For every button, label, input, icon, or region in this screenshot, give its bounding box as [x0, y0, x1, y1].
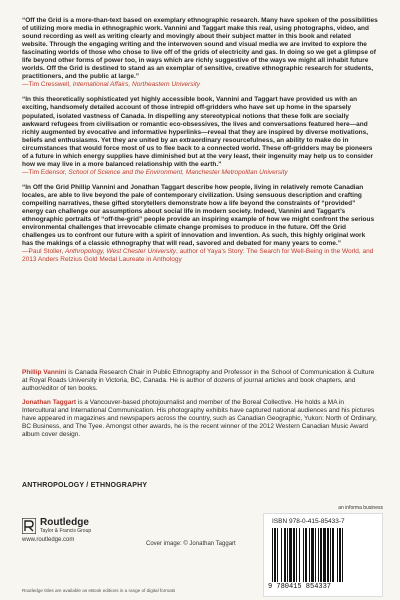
quote-attribution: [22, 169, 378, 177]
barcode: [263, 513, 383, 597]
subject-category: ANTHROPOLOGY / ETHNOGRAPHY: [22, 482, 148, 489]
ebook-note: Routledge titles are available as eBook editions in a range of digital formats: [22, 588, 176, 593]
attribution-name: —Tim Edensor,: [22, 168, 69, 176]
routledge-logo-icon: [22, 518, 36, 534]
endorsements: [22, 17, 378, 271]
endorsement-2: [22, 96, 378, 176]
quote-text: “In this theoretically sophisticated yet highly accessible book, Vannini and Taggart have provided us with an exciting, handsomely detailed account of those intrepid off-gridders who have set up home in the sparsely populated, isolated vastness of Canada. In dispelling any stereotypical notions that these folk are socially awkward refugees from civilisation or romantic eco-obsessives, the lives and conversations featured here—and richly augmented by evocative and informative hyperlinks—reveal that they are inspired by diverse motivations, beliefs and enthusiasms. Yet they are united by an extraordinary resourcefulness, an ability to make do in circumstances that would force most of us to flee back to a connected world. These off-gridders may be pioneers of a future in which energy supplies have diminished but at the very least, their ingenuity may help us to consider how we may live in a more balanced relationship with the earth.”: [22, 96, 374, 168]
quote-text: “Off the Grid is a more-than-text based on exemplary ethnographic research. Many have spoken of the possibilities of utilizing more media in ethnographic work. Vannini and Taggart make this real, using photographs, video, and sound recording as well as writing clearly and movingly about their subject matter in this book and related website. Through the engaging writing and the interwoven sound and visual media we are invited to explore the fascinating worlds of those who chose to live off of the grids of electricity and gas. In doing so we get a glimpse of life beyond other forms of power too, in ways which are richly suggestive of the ways we might all inhabit future worlds. Off the Grid is destined to stand as an exemplar of sensitive, creative ethnographic research for students, practitioners, and the public at large.”: [22, 17, 378, 81]
bio-taggart: [22, 399, 378, 439]
quote-attribution: [22, 248, 378, 264]
barcode-bars: [272, 528, 374, 582]
bio-text: is a Vancouver-based photojournalist and member of the Boreal Collective. He holds a MA in Intercultural and International Communication. His photography exhibits have captured national audiences and his pictures have appeared in magazines and newspapers across the country, such as Canadian Geographic, Yukon: North of Ordinary, BC Business, and The Tyee. Amongst other awards, he is the recent winner of the 2012 Western Canadian Music Award album cover design.: [22, 399, 377, 439]
barcode-block: [263, 505, 383, 597]
author-name: Jonathan Taggart: [22, 399, 77, 407]
quote-text: “In Off the Grid Phillip Vannini and Jonathan Taggart describe how people, living in relatively remote Canadian locales, are able to live beyond the pale of contemporary civilization. Using sensuous description and crafting compelling narratives, these gifted storytellers demonstrate how a life beyond the constraints of “provided” energy can challenge our assumptions about social life in modern society. Indeed, Vannini and Taggart’s ethnographic portraits of “off-the-grid” people provide an inspiring example of how we might confront the serious environmental challenges that irrevocable climate change promises to produce in the future. Off the Grid challenges us to confront our future with a spirit of innovation and invention. As such, this highly original work has the makings of a classic ethnography that will read, savored and debated for many years to come.”: [22, 183, 375, 248]
cover-credit: Cover image: © Jonathan Taggart: [146, 541, 236, 547]
author-name: Phillip Vannini: [22, 369, 67, 376]
publisher-block: [22, 518, 132, 543]
attribution-name: —Tim Cresswell,: [22, 81, 73, 89]
endorsement-3: [22, 184, 378, 264]
bio-vannini: [22, 369, 378, 393]
barcode-digits: 9 780415 854337: [268, 583, 332, 591]
isbn-text: ISBN 978-0-415-85433-7: [272, 518, 345, 525]
publisher-group: Taylor & Francis Group: [40, 528, 92, 534]
attribution-affiliation: International Affairs, Northeastern University: [72, 81, 200, 89]
publisher-name: Routledge: [40, 517, 89, 528]
endorsement-1: [22, 17, 378, 89]
publisher-url: www.routledge.com: [22, 537, 75, 543]
author-bios: [22, 369, 378, 445]
publisher-logo: [22, 518, 132, 534]
informa-tagline: an informa business: [338, 505, 383, 511]
bio-text: is Canada Research Chair in Public Ethnography and Professor in the School of Communication & Culture at Royal Roads University in Victoria, BC, Canada. He is author of dozens of journal articles and book chapters, and author/editor of ten books.: [22, 369, 375, 393]
attribution-affiliation: School of Science and the Environment, Manchester Metropolitan University: [68, 168, 288, 176]
quote-attribution: [22, 81, 378, 89]
attribution-extra: , author of Yaya’s Story: The Search for Well-Being in the World, and 2013 Anders Retzius Gold Medal Laureate in Anthology: [22, 248, 374, 264]
attribution-affiliation: Anthropology, West Chester University: [65, 248, 177, 256]
attribution-name: —Paul Stoller,: [22, 248, 65, 256]
